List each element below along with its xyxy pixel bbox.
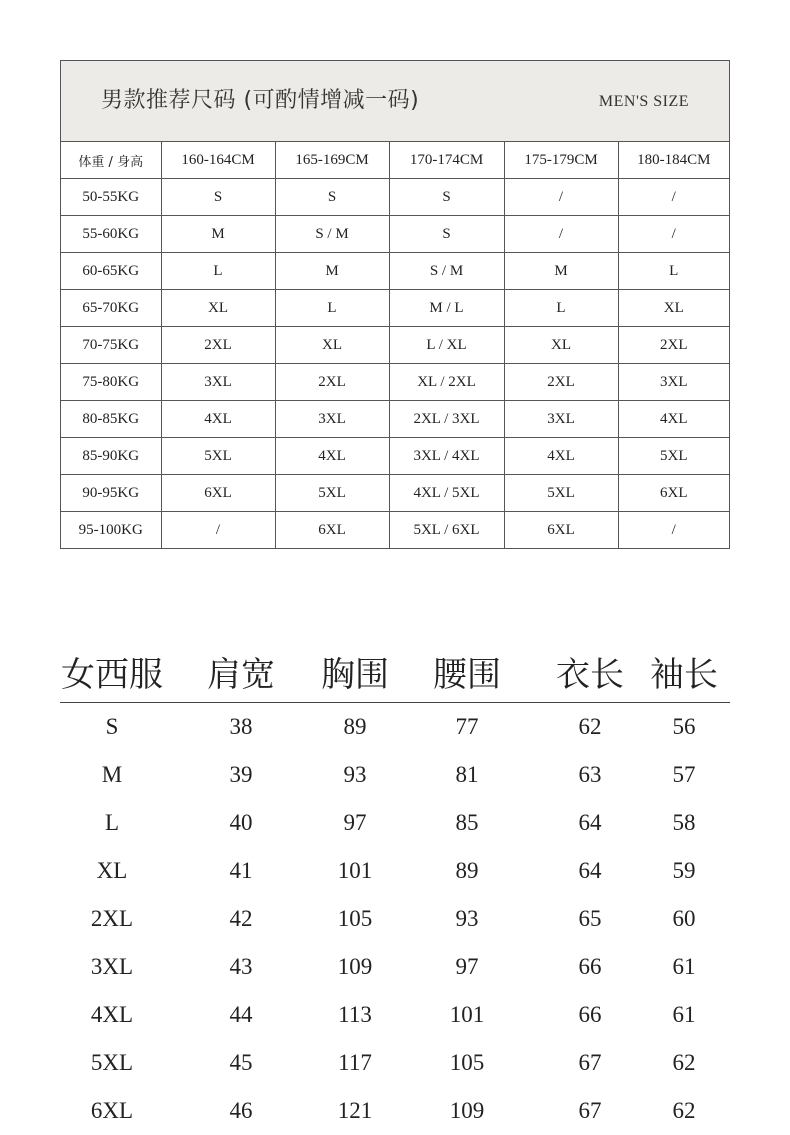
- measurement-cell: 62: [672, 1098, 696, 1123]
- table-row: [60, 1039, 730, 1087]
- size-cell: /: [504, 179, 618, 216]
- size-cell: L: [161, 253, 275, 290]
- size-cell: XL: [618, 290, 729, 327]
- size-cell: XL: [504, 327, 618, 364]
- measurement-cell: S: [105, 714, 119, 739]
- size-cell: 5XL: [161, 438, 275, 475]
- size-cell: 4XL: [275, 438, 389, 475]
- measurement-cell: 60: [672, 906, 696, 931]
- size-cell: 2XL: [275, 364, 389, 401]
- size-cell: 4XL: [161, 401, 275, 438]
- weight-cell: 80-85KG: [61, 401, 161, 438]
- measurement-cell: 2XL: [90, 906, 134, 931]
- table-row: [61, 253, 729, 290]
- measurement-cell: 40: [229, 810, 253, 835]
- size-cell: 5XL: [618, 438, 729, 475]
- size-cell: 3XL / 4XL: [389, 438, 504, 475]
- measurement-cell: 93: [343, 762, 367, 787]
- table-row: [61, 475, 729, 512]
- size-cell: 4XL: [618, 401, 729, 438]
- weight-cell: 70-75KG: [61, 327, 161, 364]
- column-header: 胸围: [321, 654, 389, 695]
- size-cell: S / M: [275, 216, 389, 253]
- measurement-cell: 67: [578, 1098, 602, 1123]
- weight-cell: 60-65KG: [61, 253, 161, 290]
- size-cell: 6XL: [504, 512, 618, 549]
- mens-size-table: [61, 142, 729, 548]
- measurement-cell: 97: [343, 810, 367, 835]
- size-cell: M: [275, 253, 389, 290]
- weight-cell: 75-80KG: [61, 364, 161, 401]
- size-cell: 6XL: [275, 512, 389, 549]
- measurement-cell: 109: [337, 954, 373, 979]
- size-cell: /: [618, 512, 729, 549]
- mens-size-header-row: [61, 142, 729, 179]
- measurement-cell: 39: [229, 762, 253, 787]
- measurement-cell: 63: [578, 762, 602, 787]
- column-header: 肩宽: [207, 654, 275, 695]
- table-row: [60, 703, 730, 751]
- measurement-cell: 93: [455, 906, 479, 931]
- size-cell: M: [504, 253, 618, 290]
- size-cell: L: [275, 290, 389, 327]
- mens-size-header: [61, 61, 729, 142]
- measurement-cell: 77: [455, 714, 479, 739]
- measurement-cell: 65: [578, 906, 602, 931]
- size-cell: 5XL: [275, 475, 389, 512]
- size-cell: /: [161, 512, 275, 549]
- measurement-cell: 45: [229, 1050, 253, 1075]
- column-header: 袖长: [650, 654, 718, 695]
- size-cell: L: [618, 253, 729, 290]
- measurement-cell: 113: [338, 1002, 372, 1027]
- size-cell: S: [161, 179, 275, 216]
- womens-suit-body: [60, 703, 730, 1135]
- size-cell: 5XL / 6XL: [389, 512, 504, 549]
- size-cell: 6XL: [618, 475, 729, 512]
- table-row: [61, 364, 729, 401]
- weight-cell: 50-55KG: [61, 179, 161, 216]
- measurement-cell: 61: [672, 954, 696, 979]
- size-cell: 2XL: [504, 364, 618, 401]
- weight-cell: 85-90KG: [61, 438, 161, 475]
- measurement-cell: 44: [229, 1002, 253, 1027]
- measurement-cell: 5XL: [90, 1050, 134, 1075]
- table-row: [60, 751, 730, 799]
- measurement-cell: 105: [337, 906, 373, 931]
- weight-cell: 55-60KG: [61, 216, 161, 253]
- column-header: 衣长: [556, 654, 624, 695]
- table-row: [61, 179, 729, 216]
- size-cell: XL: [161, 290, 275, 327]
- table-row: [61, 290, 729, 327]
- measurement-cell: 105: [449, 1050, 485, 1075]
- measurement-cell: L: [104, 810, 120, 835]
- table-row: [61, 438, 729, 475]
- size-cell: 6XL: [161, 475, 275, 512]
- height-header-cell: 170-174CM: [389, 142, 504, 179]
- size-cell: /: [618, 179, 729, 216]
- size-cell: M / L: [389, 290, 504, 327]
- measurement-cell: 64: [578, 810, 602, 835]
- size-cell: 5XL: [504, 475, 618, 512]
- measurement-cell: XL: [96, 858, 128, 883]
- table-row: [60, 943, 730, 991]
- measurement-cell: 67: [578, 1050, 602, 1075]
- measurement-cell: 56: [672, 714, 696, 739]
- measurement-cell: 59: [672, 858, 696, 883]
- size-cell: L: [504, 290, 618, 327]
- measurement-cell: 97: [455, 954, 479, 979]
- size-cell: L / XL: [389, 327, 504, 364]
- weight-cell: 95-100KG: [61, 512, 161, 549]
- table-row: [60, 991, 730, 1039]
- column-header: 女西服: [61, 654, 163, 695]
- measurement-cell: 89: [455, 858, 479, 883]
- table-row: [61, 401, 729, 438]
- weight-cell: 65-70KG: [61, 290, 161, 327]
- womens-suit-header-row: [60, 640, 730, 703]
- measurement-cell: 38: [229, 714, 253, 739]
- measurement-cell: 3XL: [90, 954, 134, 979]
- mens-size-title: 男款推荐尺码 (可酌情增减一码): [101, 88, 420, 113]
- mens-size-subtitle: MEN'S SIZE: [598, 93, 689, 110]
- size-cell: 2XL / 3XL: [389, 401, 504, 438]
- size-cell: XL: [275, 327, 389, 364]
- height-header-cell: 165-169CM: [275, 142, 389, 179]
- size-cell: 3XL: [275, 401, 389, 438]
- measurement-cell: 101: [449, 1002, 485, 1027]
- measurement-cell: 64: [578, 858, 602, 883]
- table-row: [60, 895, 730, 943]
- measurement-cell: 81: [455, 762, 479, 787]
- table-row: [61, 216, 729, 253]
- measurement-cell: 66: [578, 954, 602, 979]
- measurement-cell: 89: [343, 714, 367, 739]
- measurement-cell: 85: [455, 810, 479, 835]
- size-cell: S / M: [389, 253, 504, 290]
- table-row: [60, 847, 730, 895]
- measurement-cell: 42: [229, 906, 253, 931]
- size-cell: 2XL: [161, 327, 275, 364]
- measurement-cell: 66: [578, 1002, 602, 1027]
- measurement-cell: 57: [672, 762, 696, 787]
- measurement-cell: 6XL: [90, 1098, 134, 1123]
- measurement-cell: 62: [672, 1050, 696, 1075]
- measurement-cell: 43: [229, 954, 253, 979]
- height-header-cell: 175-179CM: [504, 142, 618, 179]
- measurement-cell: 4XL: [90, 1002, 134, 1027]
- size-cell: XL / 2XL: [389, 364, 504, 401]
- size-cell: S: [275, 179, 389, 216]
- measurement-cell: 101: [337, 858, 373, 883]
- mens-size-chart: [60, 60, 730, 549]
- measurement-cell: M: [101, 762, 123, 787]
- size-cell: 3XL: [504, 401, 618, 438]
- measurement-cell: 121: [337, 1098, 373, 1123]
- size-cell: 4XL / 5XL: [389, 475, 504, 512]
- size-cell: 4XL: [504, 438, 618, 475]
- weight-cell: 90-95KG: [61, 475, 161, 512]
- size-cell: 3XL: [161, 364, 275, 401]
- size-cell: /: [504, 216, 618, 253]
- size-cell: /: [618, 216, 729, 253]
- size-cell: 2XL: [618, 327, 729, 364]
- measurement-cell: 46: [229, 1098, 253, 1123]
- womens-suit-chart: [60, 640, 730, 1135]
- measurement-cell: 109: [449, 1098, 485, 1123]
- table-row: [61, 512, 729, 549]
- measurement-cell: 62: [578, 714, 602, 739]
- table-row: [60, 799, 730, 847]
- size-cell: M: [161, 216, 275, 253]
- corner-cell: 体重 / 身高: [61, 142, 161, 179]
- height-header-cell: 160-164CM: [161, 142, 275, 179]
- table-row: [60, 1087, 730, 1135]
- measurement-cell: 58: [672, 810, 696, 835]
- column-header: 腰围: [433, 654, 501, 695]
- measurement-cell: 117: [338, 1050, 372, 1075]
- size-cell: S: [389, 216, 504, 253]
- measurement-cell: 61: [672, 1002, 696, 1027]
- table-row: [61, 327, 729, 364]
- measurement-cell: 41: [229, 858, 253, 883]
- height-header-cell: 180-184CM: [618, 142, 729, 179]
- size-cell: S: [389, 179, 504, 216]
- size-cell: 3XL: [618, 364, 729, 401]
